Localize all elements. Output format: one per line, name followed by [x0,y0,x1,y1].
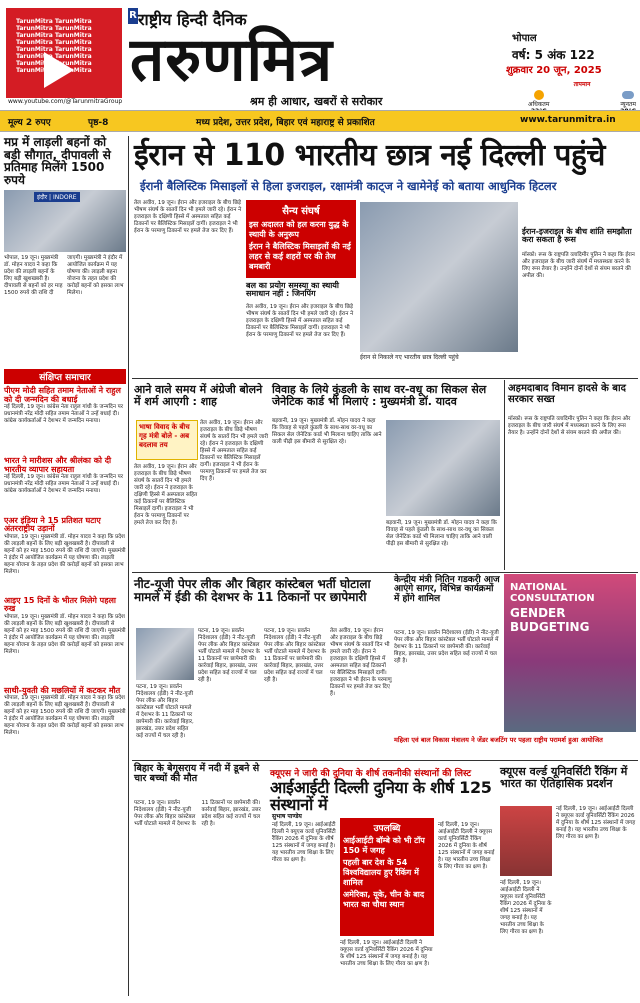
iit-body-2: नई दिल्ली, 19 जून। आईआईटी दिल्ली ने क्यूएस वर्ल्ड यूनिवर्सिटी रैंकिंग 2026 में दुनिया के शीर्ष 125 संस्थानों में जगह बनाई है। यह भारतीय उच्च शिक्षा के लिए गौरव का क्षण है। [340,940,433,967]
iit-headline[interactable]: आईआईटी दिल्ली दुनिया के शीर्ष 125 संस्थानों में [270,778,492,814]
brief4-body: भोपाल, 19 जून। मुख्यमंत्री डॉ. मोहन यादव ने कहा कि प्रदेश की लाड़ली बहनों के लिए बड़ी खुशखबरी है। दीपावली से बहनों को हर माह 1500 रुपये की राशि दी जाएगी। मुख्यमंत्री ने इंदौर में आयोजित कार्यक्रम में यह घोषणा की। लाड़ली बहना योजना के तहत प्रदेश की करोड़ों बहनों को इसका लाभ मिलेगा। [4,613,126,655]
shah-headline[interactable]: आने वाले समय में अंग्रेजी बोलने में शर्म आएगी : शाह [134,383,263,408]
box2-body: तेल अवीव, 19 जून। ईरान और इजराइल के बीच छिड़े भीषण संघर्ष के सातवें दिन भी हमले जारी रहे। ईरान ने इजराइल के दक्षिणी हिस्से में अस्पताल सहित कई ठिकानों पर बैलिस्टिक मिसाइलें दागीं। इजराइल ने भी ईरान के परमाणु ठिकानों पर हमले तेज कर दिए हैं। [246,304,354,338]
youtube-url[interactable]: www.youtube.com/@TarunmitraGroup [8,98,123,105]
section-rule [132,378,638,379]
section-tag: संक्षिप्त समाचार [4,369,126,384]
cm-photo [4,190,126,252]
photo-banner-2: GENDER BUDGETING [510,606,590,634]
cm-event-photo [386,420,500,516]
temp-label: तापमान [573,81,591,88]
ahmedabad-body: मॉस्को। रूस के राष्ट्रपति व्लादिमीर पुतिन ने कहा कि ईरान और इजराइल के बीच जारी संघर्ष में मध्यस्थता करने के लिए रूस तैयार है। उन्होंने दोनों देशों से संयम बरतने की अपील की। [508,416,631,436]
play-icon [44,52,74,88]
volume: वर्ष: 5 अंक 122 [512,48,595,62]
column-divider [504,380,505,570]
university-photo [500,806,552,876]
sickle-body: बड़वानी, 19 जून। मुख्यमंत्री डॉ. मोहन यादव ने कहा कि विवाह से पहले कुंडली के साथ-साथ वर-वधू का सिकल सेल जेनेटिक कार्ड भी मिलाना चाहिए ताकि आने वाली पीढ़ी इस बीमारी से सुरक्षित रहे। [272,418,382,445]
ed-photo [136,628,194,680]
cloud-icon [622,91,634,99]
column-divider [128,136,129,996]
lead-body-col1: तेल अवीव, 19 जून। ईरान और इजराइल के बीच छिड़े भीषण संघर्ष के सातवें दिन भी हमले जारी रहे। ईरान ने इजराइल के दक्षिणी हिस्से में अस्पताल सहित कई ठिकानों पर बैलिस्टिक मिसाइलें दागीं। इजराइल ने भी ईरान के परमाणु ठिकानों पर हमले तेज कर दिए हैं। [134,200,242,234]
brief3-body: भोपाल, 19 जून। मुख्यमंत्री डॉ. मोहन यादव ने कहा कि प्रदेश की लाड़ली बहनों के लिए बड़ी खुशखबरी है। दीपावली से बहनों को हर माह 1500 रुपये की राशि दी जाएगी। मुख्यमंत्री ने इंदौर में आयोजित कार्यक्रम में यह घोषणा की। लाड़ली बहना योजना के तहत प्रदेश की करोड़ों बहनों को इसका लाभ मिलेगा। [4,533,126,575]
brief1-body: नई दिल्ली, 19 जून। कांग्रेस नेता राहुल गांधी के जन्मदिन पर प्रधानमंत्री नरेंद्र मोदी सहित तमाम नेताओं ने उन्हें बधाई दी। कांग्रेस कार्यकर्ताओं ने देशभर में जन्मदिन मनाया। [4,404,124,425]
brief5-body: भोपाल, 19 जून। मुख्यमंत्री डॉ. मोहन यादव ने कहा कि प्रदेश की लाड़ली बहनों के लिए बड़ी खुशखबरी है। दीपावली से बहनों को हर माह 1500 रुपये की राशि दी जाएगी। मुख्यमंत्री ने इंदौर में आयोजित कार्यक्रम में यह घोषणा की। लाड़ली बहना योजना के तहत प्रदेश की करोड़ों बहनों को इसका लाभ मिलेगा। [4,694,126,736]
neet-headline[interactable]: नीट-यूजी पेपर लीक और बिहार कांस्टेबल भर्ती घोटाला मामले में ईडी की देशभर के 11 ठिकानों पर छापेमारी [134,577,371,604]
shah-quote: भाषा विवाद के बीच गृह मंत्री बोले - अब बदलाव तय [136,420,198,460]
brief2-headline[interactable]: भारत ने मारीशस और श्रीलंका को दी भारतीय व्यापार सहायता [4,456,112,474]
tagline: श्रम ही आधार, खबरों से सरोकार [250,95,383,108]
shah-body: तेल अवीव, 19 जून। ईरान और इजराइल के बीच छिड़े भीषण संघर्ष के सातवें दिन भी हमले जारी रहे। ईरान ने इजराइल के दक्षिणी हिस्से में अस्पताल सहित कई ठिकानों पर बैलिस्टिक मिसाइलें दागीं। इजराइल ने भी ईरान के परमाणु ठिकानों पर हमले तेज कर दिए हैं। [200,420,269,482]
date: शुक्रवार 20 जून, 2025 [506,65,602,76]
students-photo [360,202,518,352]
brief5-headline[interactable]: साथी-युवती की मछलियों में कटकर मौत [4,685,121,695]
max-label: अधिकतम [528,101,550,108]
lead-headline[interactable]: ईरान से 110 भारतीय छात्र नई दिल्ली पहुंचे [134,138,605,173]
achievement-point: आईआईटी बॉम्बे को भी टॉप 150 में जगह [343,836,425,855]
price: मूल्य 2 रुपए [8,118,51,128]
box-title: सैन्य संघर्ष [282,206,320,217]
russia-headline[interactable]: ईरान-इजराइल के बीच शांति समझौता करा सकता है रूस [522,227,632,245]
military-conflict-box [246,200,356,278]
iit-body-3: नई दिल्ली, 19 जून। आईआईटी दिल्ली ने क्यूएस वर्ल्ड यूनिवर्सिटी रैंकिंग 2026 में दुनिया के शीर्ष 125 संस्थानों में जगह बनाई है। यह भारतीय उच्च शिक्षा के लिए गौरव का क्षण है। [438,822,495,870]
gender-budgeting-photo [504,574,636,732]
paper-name: तरुणमित्र [130,25,333,95]
neet-body-3: तेल अवीव, 19 जून। ईरान और इजराइल के बीच छिड़े भीषण संघर्ष के सातवें दिन भी हमले जारी रहे। ईरान ने इजराइल के दक्षिणी हिस्से में अस्पताल सहित कई ठिकानों पर बैलिस्टिक मिसाइलें दागीं। इजराइल ने भी ईरान के परमाणु ठिकानों पर हमले तेज कर दिए हैं। [330,628,392,697]
iit-kicker: क्यूएस ने जारी की दुनिया के शीर्ष तकनीकी संस्थानों की लिस्ट [270,769,472,779]
box-point: इस अदालत को हल करना युद्ध के स्थायी के अनुरूप [249,220,349,239]
russia-body: मॉस्को। रूस के राष्ट्रपति व्लादिमीर पुतिन ने कहा कि ईरान और इजराइल के बीच जारी संघर्ष में मध्यस्थता करने के लिए रूस तैयार है। उन्होंने दोनों देशों से संयम बरतने की अपील की। [522,252,635,279]
sickle-body-2: बड़वानी, 19 जून। मुख्यमंत्री डॉ. मोहन यादव ने कहा कि विवाह से पहले कुंडली के साथ-साथ वर-वधू का सिकल सेल जेनेटिक कार्ड भी मिलाना चाहिए ताकि आने वाली पीढ़ी इस बीमारी से सुरक्षित रहे। [386,520,497,547]
gender-budgeting-caption: महिला एवं बाल विकास मंत्रालय ने जेंडर बजटिंग पर पहला राष्ट्रीय परामर्श हुआ आयोजित [394,736,636,756]
neet-body-1: पटना, 19 जून। प्रवर्तन निदेशालय (ईडी) ने नीट-यूजी पेपर लीक और बिहार कांस्टेबल भर्ती घोटाले मामले में देशभर के 11 ठिकानों पर छापेमारी की। कार्रवाई बिहार, झारखंड, उत्तर प्रदेश सहित कई राज्यों में चल रही है। [198,628,260,683]
website[interactable]: www.tarunmitra.in [520,115,616,125]
gadkari-body: पटना, 19 जून। प्रवर्तन निदेशालय (ईडी) ने नीट-यूजी पेपर लीक और बिहार कांस्टेबल भर्ती घोटाले मामले में देशभर के 11 ठिकानों पर छापेमारी की। कार्रवाई बिहार, झारखंड, उत्तर प्रदेश सहित कई राज्यों में चल रही है। [394,630,499,664]
bihar-body: पटना, 19 जून। प्रवर्तन निदेशालय (ईडी) ने नीट-यूजी पेपर लीक और बिहार कांस्टेबल भर्ती घोटाले मामले में देशभर के 11 ठिकानों पर छापेमारी की। कार्रवाई बिहार, झारखंड, उत्तर प्रदेश सहित कई राज्यों में चल रही है। [134,800,261,827]
brief1-headline[interactable]: पीएम मोदी सहित तमाम नेताओं ने राहुल को दी जन्मदिन की बधाई [4,386,121,404]
brief3-headline[interactable]: एअर इंडिया ने 15 प्रतिशत घटाए अंतरराष्ट्रीय उड़ानों [4,515,101,534]
qs-headline[interactable]: क्यूएस वर्ल्ड यूनिवर्सिटी रैंकिंग में भारत का ऐतिहासिक प्रदर्शन [500,765,628,790]
shah-body-col1: तेल अवीव, 19 जून। ईरान और इजराइल के बीच छिड़े भीषण संघर्ष के सातवें दिन भी हमले जारी रहे। ईरान ने इजराइल के दक्षिणी हिस्से में अस्पताल सहित कई ठिकानों पर बैलिस्टिक मिसाइलें दागीं। इजराइल ने भी ईरान के परमाणु ठिकानों पर हमले तेज कर दिए हैं। [134,464,198,526]
qs-body-1: नई दिल्ली, 19 जून। आईआईटी दिल्ली ने क्यूएस वर्ल्ड यूनिवर्सिटी रैंकिंग 2026 में दुनिया के शीर्ष 125 संस्थानों में जगह बनाई है। यह भारतीय उच्च शिक्षा के लिए गौरव का क्षण है। [556,806,636,840]
story1-body: भोपाल, 19 जून। मुख्यमंत्री डॉ. मोहन यादव ने कहा कि प्रदेश की लाड़ली बहनों के लिए बड़ी खुशखबरी है। दीपावली से बहनों को हर माह 1500 रुपये की राशि दी जाएगी। मुख्यमंत्री ने इंदौर में आयोजित कार्यक्रम में यह घोषणा की। लाड़ली बहना योजना के तहत प्रदेश की करोड़ों बहनों को इसका लाभ मिलेगा। [4,255,124,297]
qs-body-2: नई दिल्ली, 19 जून। आईआईटी दिल्ली ने क्यूएस वर्ल्ड यूनिवर्सिटी रैंकिंग 2026 में दुनिया के शीर्ष 125 संस्थानों में जगह बनाई है। यह भारतीय उच्च शिक्षा के लिए गौरव का क्षण है। [500,880,552,935]
sun-icon [534,90,544,100]
box-points [249,220,353,272]
photo-caption: इंदौर | INDORE [34,192,80,202]
brief4-headline[interactable]: आइए 15 दिनों के भीतर मिलेगे पहला रुख [4,595,116,614]
tarunmitra-tv-logo[interactable] [6,8,122,98]
story1-headline[interactable]: मप्र में लाड़ली बहनों को बड़ी सौगात, दीपावली से प्रतिमाह मिलेंगे 1500 रुपये [4,135,111,187]
achievement-point: पहली बार देश के 54 विश्वविद्यालय हुए रैंकिंग में शामिल [343,858,419,887]
achievement-title: उपलब्धि [373,824,401,834]
gadkari-headline[interactable]: केन्द्रीय मंत्री नितिन गडकरी आज आएंगे सागर, विभिन्न कार्यक्रमों में होंगे शामिल [394,575,500,604]
pages: पृष्ठ-8 [88,118,109,128]
editions: मध्य प्रदेश, उत्तर प्रदेश, बिहार एवं महाराष्ट्र से प्रकाशित [196,118,375,128]
neet-body-2: पटना, 19 जून। प्रवर्तन निदेशालय (ईडी) ने नीट-यूजी पेपर लीक और बिहार कांस्टेबल भर्ती घोटाले मामले में देशभर के 11 ठिकानों पर छापेमारी की। कार्रवाई बिहार, झारखंड, उत्तर प्रदेश सहित कई राज्यों में चल रही है। [264,628,326,683]
city: भोपाल [512,33,537,44]
photo-banner-1: NATIONAL CONSULTATION [510,582,595,604]
byline: सुभाष पाण्डेय [272,813,302,820]
brief2-body: नई दिल्ली, 19 जून। कांग्रेस नेता राहुल गांधी के जन्मदिन पर प्रधानमंत्री नरेंद्र मोदी सहित तमाम नेताओं ने उन्हें बधाई दी। कांग्रेस कार्यकर्ताओं ने देशभर में जन्मदिन मनाया। [4,473,124,494]
section-rule [132,760,638,761]
min-label: न्यूनतम [620,101,636,108]
masthead [0,0,640,108]
box-point: ईरान ने बैलिस्टिक मिसाइलों की नई लहर से कई शहरों पर की तेज बमबारी [249,242,351,271]
achievement-points [343,836,431,910]
neet-body-0: पटना, 19 जून। प्रवर्तन निदेशालय (ईडी) ने नीट-यूजी पेपर लीक और बिहार कांस्टेबल भर्ती घोटाले मामले में देशभर के 11 ठिकानों पर छापेमारी की। कार्रवाई बिहार, झारखंड, उत्तर प्रदेश सहित कई राज्यों में चल रही है। [136,684,194,739]
section-rule [132,572,638,573]
left-column [4,136,126,996]
achievement-point: अमेरिका, यूके, चीन के बाद भारत का चौथा स्थान [343,890,425,909]
sickle-headline[interactable]: विवाह के लिये कुंडली के साथ वर-वधू का सिकल सेल जेनेटिक कार्ड भी मिलाएं : मुख्यमंत्री डॉ. यादव [272,383,487,408]
iit-body-1: नई दिल्ली, 19 जून। आईआईटी दिल्ली ने क्यूएस वर्ल्ड यूनिवर्सिटी रैंकिंग 2026 में दुनिया के शीर्ष 125 संस्थानों में जगह बनाई है। यह भारतीय उच्च शिक्षा के लिए गौरव का क्षण है। [272,822,336,863]
lead-subhead: ईरानी बैलिस्टिक मिसाइलों से हिला इजराइल, रक्षामंत्री काट्ज ने खामेनेई को बताया आधुनिक हिटलर [140,179,557,193]
box2-headline[interactable]: बल का प्रयोग समस्या का स्थायी समाधान नहीं : जिनपिंग [246,281,339,299]
channel-name-pattern: TarunMitra TarunMitra TarunMitra TarunMitra TarunMitra TarunMitra TarunMitra TarunMitra TarunMitra TarunMitra TarunMitra TarunMitra TarunMitra TarunMitra TarunMitra TarunMitra [16,18,92,74]
rashtriya-label: राष्ट्रीय हिन्दी दैनिक [138,10,247,29]
rm-logo-icon: R [128,8,138,24]
ahmedabad-headline[interactable]: अहमदाबाद विमान हादसे के बाद सरकार सख्त [508,383,626,405]
achievement-box [340,818,434,936]
students-photo-caption: ईरान से निकाले गए भारतीय छात्र दिल्ली पहुंचे [360,354,459,361]
bihar-headline[interactable]: बिहार के बेगूसराय में नदी में डूबने से चार बच्चों की मौत [134,763,260,784]
info-bar [0,110,640,132]
